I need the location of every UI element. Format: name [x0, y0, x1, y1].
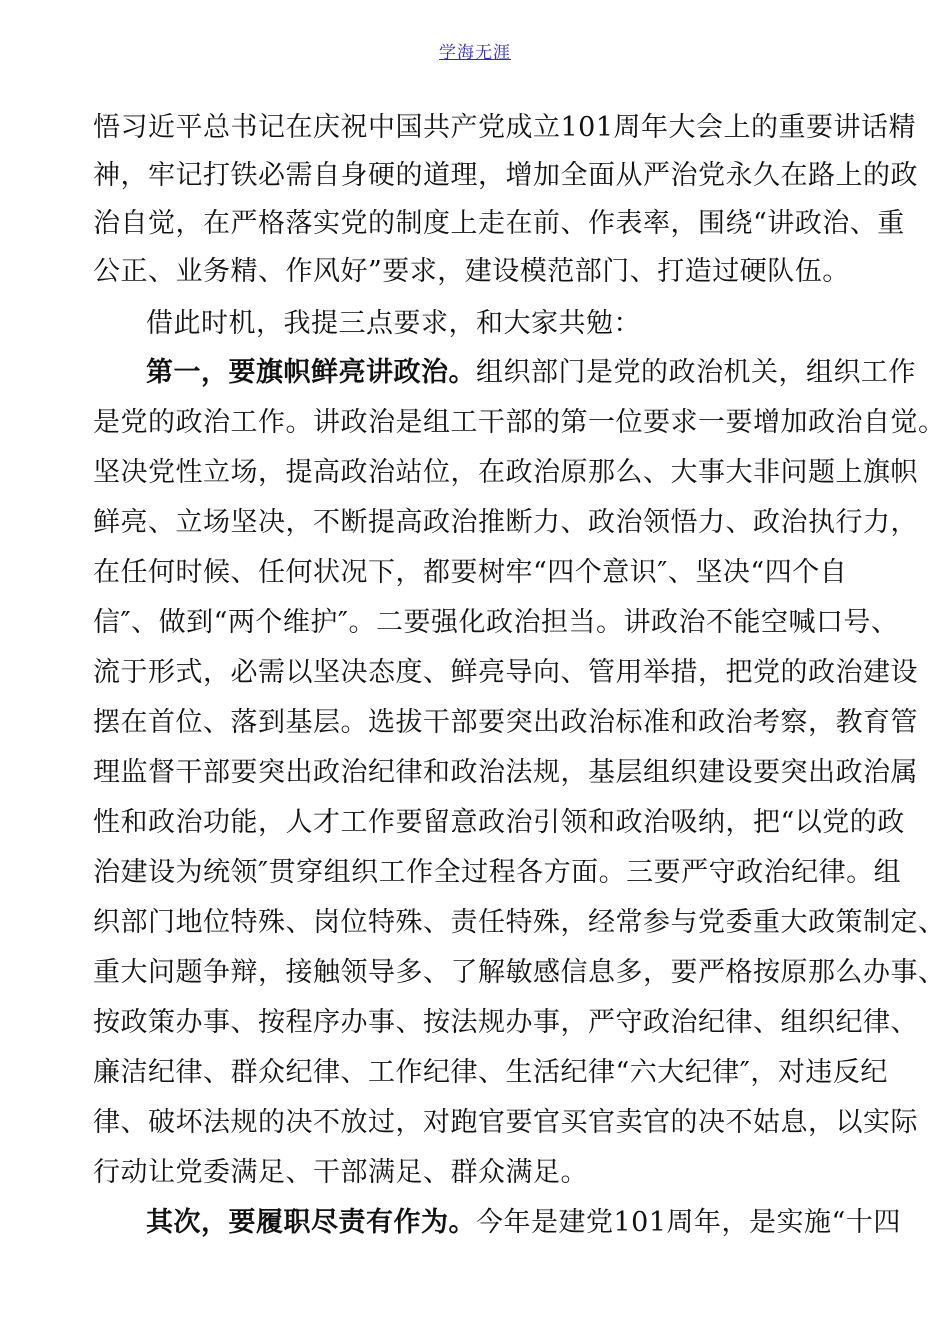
section-heading-2: 其次，要履职尽责有作为。: [146, 1207, 476, 1238]
text-line: 鲜亮、立场坚决，不断提高政治推断力、政治领悟力、政治执行力，: [93, 507, 918, 538]
text-line: 织部门地位特殊、岗位特殊、责任特殊，经常参与党委重大政策制定、: [93, 907, 946, 938]
section-text: 组织部门是党的政治机关，组织工作: [476, 357, 916, 388]
text-line: 治建设为统领″贯穿组织工作全过程各方面。三要严守政治纪律。组: [93, 857, 902, 888]
text-line: 重大问题争辩，接触领导多、了解敏感信息多，要严格按原那么办事、: [93, 957, 946, 988]
text-line: 是党的政治工作。讲政治是组工干部的第一位要求一要增加政治自觉。: [93, 407, 946, 438]
section-line: [146, 1207, 901, 1239]
text-line: 按政策办事、按程序办事、按法规办事，严守政治纪律、组织纪律、: [93, 1007, 918, 1038]
text-line: 廉洁纪律、群众纪律、工作纪律、生活纪律“六大纪律″，对违反纪: [93, 1057, 888, 1088]
text-line: 行动让党委满足、干部满足、群众满足。: [93, 1157, 588, 1188]
text-line: 神，牢记打铁必需自身硬的道理，增加全面从严治党永久在路上的政: [93, 160, 918, 191]
text-line: 悟习近平总书记在庆祝中国共产党成立101周年大会上的重要讲话精: [93, 112, 917, 143]
text-line: 律、破坏法规的决不放过，对跑官要官买官卖官的决不姑息，以实际: [93, 1107, 918, 1138]
text-line: 公正、业务精、作风好”要求，建设模范部门、打造过硬队伍。: [93, 256, 850, 287]
text-line: 治自觉，在严格落实党的制度上走在前、作表率，围绕“讲政治、重: [93, 208, 905, 239]
text-line: 性和政治功能，人才工作要留意政治引领和政治吸纳，把“以党的政: [93, 807, 905, 838]
section-heading-1: 第一，要旗帜鲜亮讲政治。: [146, 357, 476, 388]
section-text: 今年是建党101周年，是实施“十四: [476, 1207, 901, 1238]
text-line: 流于形式，必需以坚决态度、鲜亮导向、管用举措，把党的政治建设: [93, 657, 918, 688]
text-line: 信″、做到“两个维护″。二要强化政治担当。讲政治不能空喊口号、: [93, 607, 899, 638]
header-link[interactable]: 学海无涯: [439, 43, 511, 63]
text-line: 理监督干部要突出政治纪律和政治法规，基层组织建设要突出政治属: [93, 757, 918, 788]
text-line: 坚决党性立场，提高政治站位，在政治原那么、大事大非问题上旗帜: [93, 457, 918, 488]
text-line: 在任何时候、任何状况下，都要树牢“四个意识″、坚决“四个自: [93, 557, 848, 588]
section-line: [146, 357, 916, 389]
text-line: 摆在首位、落到基层。选拔干部要突出政治标准和政治考察，教育管: [93, 707, 918, 738]
text-line: 借此时机，我提三点要求，和大家共勉：: [146, 308, 641, 339]
